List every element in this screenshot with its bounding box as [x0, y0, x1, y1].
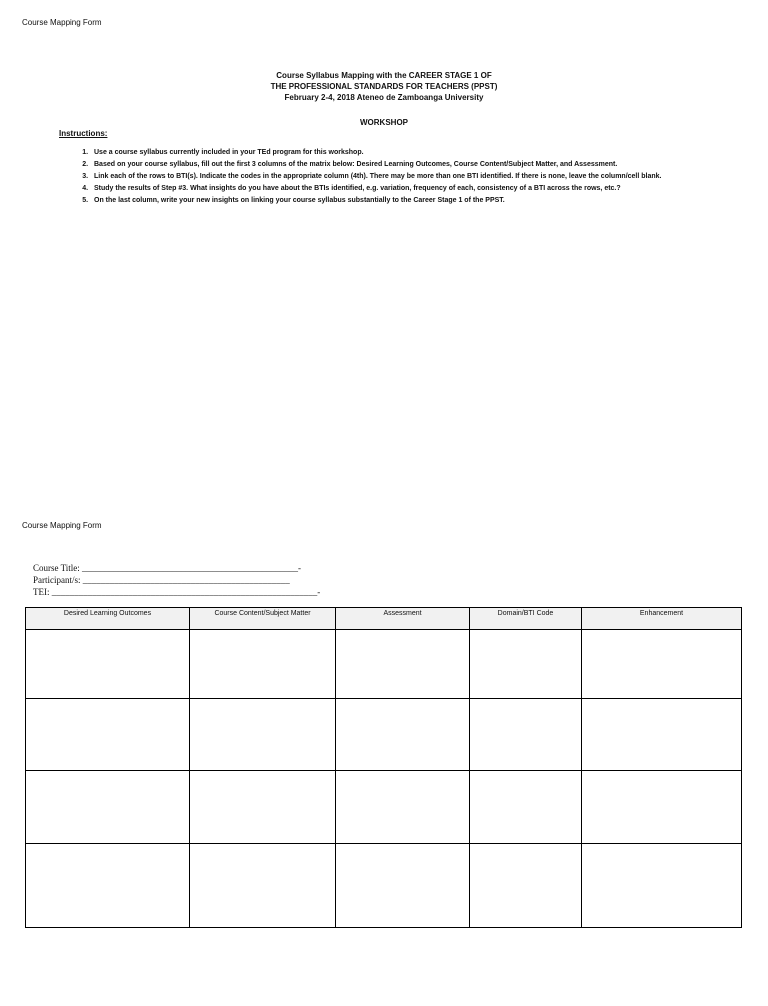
instructions-list [59, 147, 730, 207]
table-cell[interactable] [26, 699, 190, 771]
table-cell[interactable] [582, 844, 742, 928]
table-cell[interactable] [470, 699, 582, 771]
table-cell[interactable] [582, 771, 742, 844]
page-header: Course Mapping Form [22, 18, 102, 27]
table-cell[interactable] [470, 771, 582, 844]
table-cell[interactable] [26, 771, 190, 844]
col-header-bti-code: Domain/BTI Code [470, 608, 582, 630]
table-cell[interactable] [336, 630, 470, 699]
course-title-field[interactable]: Course Title: ________________________________________________- [33, 563, 302, 573]
instruction-item: 5. On the last column, write your new insights on linking your course syllabus substantially to the Career Stage 1 of the PPST. [90, 195, 730, 207]
col-header-assessment: Assessment [336, 608, 470, 630]
tei-field[interactable]: TEI: ___________________________________________________________- [33, 587, 321, 597]
instruction-item: 1. Use a course syllabus currently included in your TEd program for this workshop. [90, 147, 730, 159]
document-title [0, 70, 768, 103]
instruction-item: 3. Link each of the rows to BTI(s). Indicate the codes in the appropriate column (4th). There may be more than one BTI identified. If there is none, leave the column/cell blank. [90, 171, 730, 183]
title-line: Course Syllabus Mapping with the CAREER STAGE 1 OF [276, 71, 492, 80]
table-cell[interactable] [190, 844, 336, 928]
table-header-row [26, 608, 742, 630]
instructions-heading: Instructions: [59, 129, 108, 138]
table-cell[interactable] [190, 699, 336, 771]
table-cell[interactable] [582, 699, 742, 771]
table-row [26, 630, 742, 699]
table-row [26, 844, 742, 928]
table-row [26, 771, 742, 844]
col-header-learning-outcomes: Desired Learning Outcomes [26, 608, 190, 630]
table-cell[interactable] [336, 699, 470, 771]
title-line: February 2-4, 2018 Ateneo de Zamboanga University [284, 93, 484, 102]
form-fields [33, 562, 320, 598]
table-cell[interactable] [26, 630, 190, 699]
col-header-enhancement: Enhancement [582, 608, 742, 630]
title-line: THE PROFESSIONAL STANDARDS FOR TEACHERS (PPST) [270, 82, 498, 91]
table-cell[interactable] [336, 844, 470, 928]
page-header-2: Course Mapping Form [22, 521, 102, 530]
table-cell[interactable] [190, 630, 336, 699]
instruction-item: 2. Based on your course syllabus, fill out the first 3 columns of the matrix below: Desired Learning Outcomes, Course Content/Subject Matter, and Assessment. [90, 159, 730, 171]
instruction-item: 4. Study the results of Step #3. What insights do you have about the BTIs identified, e.g. variation, frequency of each, consistency of a BTI across the rows, etc.? [90, 183, 730, 195]
mapping-table [25, 607, 742, 928]
table-cell[interactable] [582, 630, 742, 699]
table-cell[interactable] [26, 844, 190, 928]
table-row [26, 699, 742, 771]
workshop-heading: WORKSHOP [360, 118, 408, 127]
table-cell[interactable] [190, 771, 336, 844]
participants-field[interactable]: Participant/s: ______________________________________________ [33, 575, 290, 585]
table-cell[interactable] [336, 771, 470, 844]
table-cell[interactable] [470, 844, 582, 928]
table-cell[interactable] [470, 630, 582, 699]
col-header-course-content: Course Content/Subject Matter [190, 608, 336, 630]
